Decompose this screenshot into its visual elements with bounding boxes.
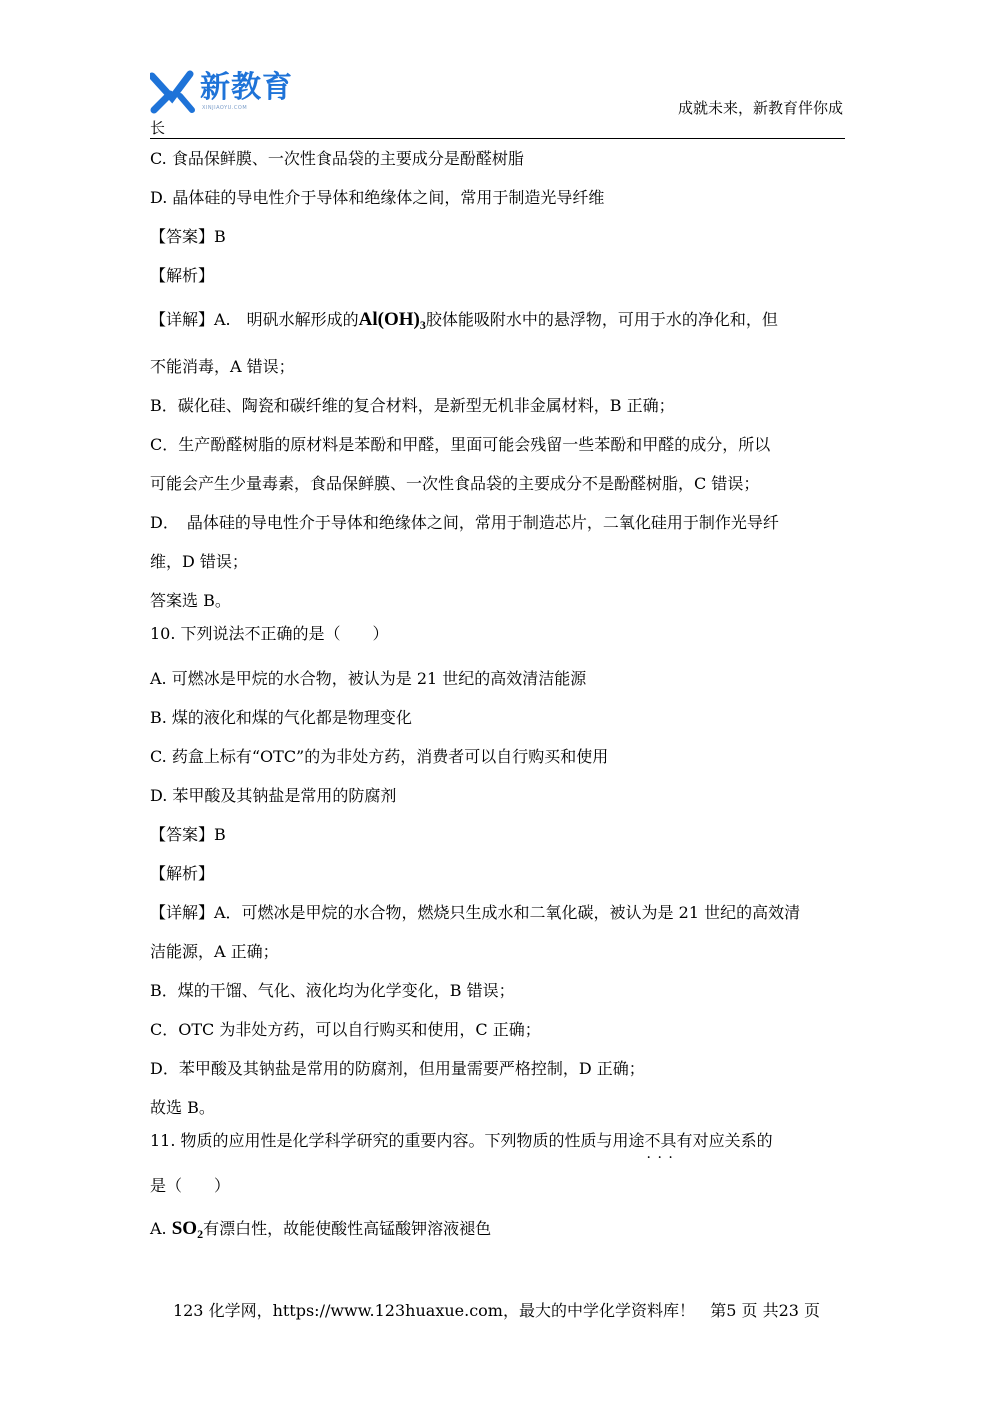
- option-line: D. 晶体硅的导电性介于导体和绝缘体之间，常用于制造光导纤维: [150, 188, 605, 207]
- option-line: A. $SO_2$有漂白性，故能使酸性高锰酸钾溶液褪色: [150, 1218, 492, 1241]
- footer-text: 123 化学网，https://www.123huaxue.com，最大的中学化学资料库！: [172, 1301, 695, 1320]
- option-line: A. 可燃冰是甲烷的水合物，被认为是 21 世纪的高效清洁能源: [150, 669, 587, 688]
- option-line: B. 煤的液化和煤的气化都是物理变化: [150, 708, 412, 727]
- logo-text: 新教育: [200, 70, 293, 105]
- header-slogan-wrap: 长: [150, 119, 166, 137]
- conclusion-line: 答案选 B。: [150, 591, 231, 610]
- explanation-line: 【详解】A．可燃冰是甲烷的水合物，燃烧只生成水和二氧化碳，被认为是 21 世纪的高效清: [150, 903, 801, 922]
- conclusion-line: 故选 B。: [150, 1098, 215, 1117]
- question-stem: 10. 下列说法不正确的是（ ）: [150, 624, 389, 643]
- explanation-line: 可能会产生少量毒素，食品保鲜膜、一次性食品袋的主要成分不是酚醛树脂，C 错误；: [150, 474, 760, 493]
- emphasis-text: 不具有 · · ·: [645, 1131, 693, 1150]
- page-number: 第5 页 共23 页: [710, 1301, 821, 1320]
- question-stem: 11. 物质的应用性是化学科学研究的重要内容。下列物质的性质与用途不具有 · · ·对应关系的: [150, 1130, 773, 1152]
- explanation-line: B．煤的干馏、气化、液化均为化学变化，B 错误；: [150, 981, 515, 1000]
- logo-subtext: XINJIAOYU.COM: [202, 105, 248, 111]
- option-line: C. 食品保鲜膜、一次性食品袋的主要成分是酚醛树脂: [150, 149, 524, 168]
- explanation-line: 维，D 错误；: [150, 552, 248, 571]
- header-divider: [150, 138, 845, 139]
- header-slogan: 成就未来，新教育伴你成: [677, 99, 843, 117]
- explanation-line: D．苯甲酸及其钠盐是常用的防腐剂，但用量需要严格控制，D 正确；: [150, 1059, 645, 1078]
- answer-label: 【答案】B: [150, 825, 226, 844]
- question-stem: 是（ ）: [150, 1176, 231, 1195]
- explanation-line: 不能消毒，A 错误；: [150, 357, 295, 376]
- explanation-line: 洁能源，A 正确；: [150, 942, 279, 961]
- analysis-label: 【解析】: [150, 266, 215, 285]
- analysis-label: 【解析】: [150, 864, 215, 883]
- explanation-line: C．生产酚醛树脂的原材料是苯酚和甲醛，里面可能会残留一些苯酚和甲醛的成分，所以: [150, 435, 771, 454]
- option-line: C. 药盒上标有“OTC”的为非处方药，消费者可以自行购买和使用: [150, 747, 609, 766]
- explanation-line: D． 晶体硅的导电性介于导体和绝缘体之间，常用于制造芯片，二氧化硅用于制作光导纤: [150, 513, 779, 532]
- explanation-line: B．碳化硅、陶瓷和碳纤维的复合材料，是新型无机非金属材料，B 正确；: [150, 396, 675, 415]
- answer-label: 【答案】B: [150, 227, 226, 246]
- option-line: D. 苯甲酸及其钠盐是常用的防腐剂: [150, 786, 397, 805]
- chemical-formula: $Al(OH)_3$: [358, 309, 426, 332]
- explanation-line: C．OTC 为非处方药，可以自行购买和使用，C 正确；: [150, 1020, 541, 1039]
- page-footer: [0, 1298, 993, 1321]
- chemical-formula: $SO_2$: [171, 1218, 204, 1241]
- explanation-line: 【详解】A. 明矾水解形成的$Al(OH)_3$胶体能吸附水中的悬浮物，可用于水的净化和，但: [150, 309, 778, 332]
